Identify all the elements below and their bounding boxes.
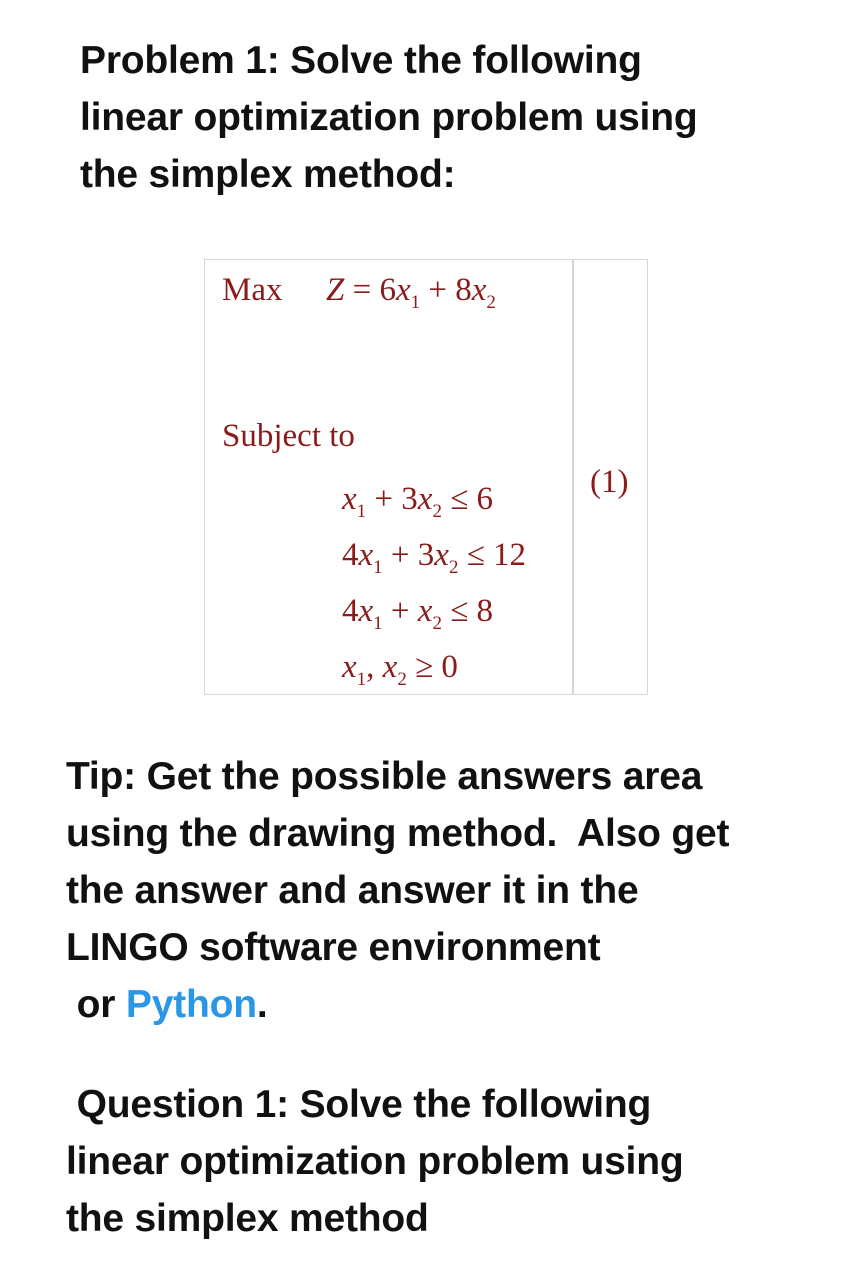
tip-suffix: .: [256, 983, 268, 1026]
subject-to-label: Subject to: [222, 418, 355, 454]
constraint-1: $x_1 + 3x_2 \le 6$: [342, 481, 494, 522]
objective-function: $Z = 6x_1 + 8x_2$: [326, 272, 496, 313]
question-heading: [66, 1076, 683, 1247]
question-heading-line: the simplex method: [66, 1197, 429, 1240]
constraint-2: $4x_1 + 3x_2 \le 12$: [342, 537, 527, 578]
equation-number: (1): [590, 464, 629, 500]
problem-heading-line: the simplex method:: [80, 153, 456, 196]
non-negativity-constraint: $x_1$, $x_2 \ge 0$: [342, 649, 458, 690]
tip-prefix: or: [66, 983, 126, 1026]
constraint-3: $4x_1 + x_2 \le 8$: [342, 593, 494, 634]
tip-line: the answer and answer it in the: [66, 869, 639, 912]
python-link[interactable]: Python: [125, 983, 257, 1026]
equation-divider: [572, 260, 574, 694]
problem-heading: [80, 32, 697, 203]
tip-line: Tip: Get the possible answers area: [66, 755, 703, 798]
question-heading-line: linear optimization problem using: [66, 1140, 684, 1183]
tip-line: LINGO software environment: [66, 926, 601, 969]
max-label: Max: [222, 272, 283, 308]
problem-heading-line: Problem 1: Solve the following: [80, 39, 642, 82]
tip-line: using the drawing method. Also get: [66, 812, 730, 855]
lp-formulation-box: [204, 259, 648, 695]
tip-paragraph: [66, 748, 729, 1033]
question-heading-line: Question 1: Solve the following: [66, 1083, 652, 1126]
tip-last-line: [66, 976, 729, 1033]
problem-heading-line: linear optimization problem using: [80, 96, 698, 139]
